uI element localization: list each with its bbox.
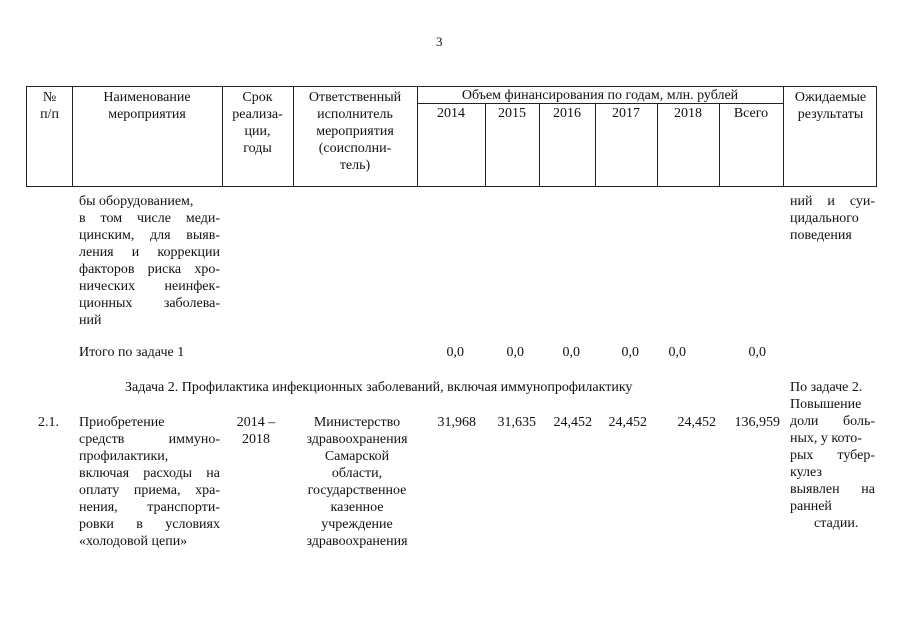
text-line: государственное bbox=[307, 483, 407, 498]
text-line: нических неинфек- bbox=[79, 279, 220, 294]
header-year-2015: 2015 bbox=[498, 106, 526, 121]
header-year-2017: 2017 bbox=[612, 106, 640, 121]
row-2-1-2015: 31,635 bbox=[497, 415, 536, 430]
text-line: ления и коррекции bbox=[79, 245, 220, 260]
continuation-results bbox=[790, 193, 875, 244]
total-task1-2017: 0,0 bbox=[621, 345, 639, 360]
text-line: «холодовой цепи» bbox=[79, 534, 188, 549]
row-2-1-term bbox=[226, 414, 286, 448]
text-line: цинским, для выяв- bbox=[79, 228, 220, 243]
task2-results bbox=[790, 379, 875, 532]
header-term bbox=[222, 89, 293, 157]
header-name-line: мероприятия bbox=[108, 107, 186, 122]
task2-title: Задача 2. Профилактика инфекционных заболеваний, включая иммунопрофилактику bbox=[125, 380, 633, 395]
total-task1-total: 0,0 bbox=[748, 345, 766, 360]
header-exec-line: мероприятия bbox=[316, 124, 394, 139]
text-line: рых тубер- bbox=[790, 448, 875, 463]
header-exec-line: Ответственный bbox=[308, 90, 402, 105]
header-term-line: ции, bbox=[244, 124, 271, 139]
total-task1-2015: 0,0 bbox=[506, 345, 524, 360]
text-line: профилактики, bbox=[79, 449, 169, 464]
header-results bbox=[783, 89, 878, 123]
text-line: доли боль- bbox=[790, 414, 875, 429]
text-line: Самарской bbox=[324, 449, 390, 464]
text-line: ровки в условиях bbox=[79, 517, 220, 532]
header-num bbox=[27, 89, 72, 123]
row-2-1-2017: 24,452 bbox=[608, 415, 647, 430]
header-exec-line: исполнитель bbox=[317, 107, 393, 122]
text-line: По задаче 2. bbox=[790, 380, 863, 395]
total-task1-label: Итого по задаче 1 bbox=[79, 345, 185, 360]
header-term-line: реализа- bbox=[232, 107, 283, 122]
header-term-line: годы bbox=[243, 141, 272, 156]
row-2-1-executor bbox=[295, 414, 419, 550]
text-line: ний и суи- bbox=[790, 194, 875, 209]
header-term-line: Срок bbox=[242, 90, 273, 105]
header-name bbox=[72, 89, 222, 123]
text-line: бы оборудованием, bbox=[79, 194, 194, 209]
text-line: здравоохранения bbox=[306, 534, 408, 549]
header-year-2018: 2018 bbox=[674, 106, 702, 121]
text-line: Повышение bbox=[790, 397, 862, 412]
text-line: оплату приема, хра- bbox=[79, 483, 220, 498]
text-line: стадии. bbox=[814, 516, 859, 531]
row-2-1-name bbox=[79, 414, 220, 550]
text-line: цидального bbox=[790, 211, 859, 226]
text-line: нения, транспорти- bbox=[79, 500, 220, 515]
text-line: учреждение bbox=[321, 517, 393, 532]
text-line: ционных заболева- bbox=[79, 296, 220, 311]
text-line: факторов риска хро- bbox=[79, 262, 220, 277]
text-line: кулез bbox=[790, 465, 822, 480]
row-2-1-total: 136,959 bbox=[734, 415, 780, 430]
header-year-2016: 2016 bbox=[553, 106, 581, 121]
text-line: 2018 bbox=[242, 432, 270, 447]
text-line: в том числе меди- bbox=[79, 211, 220, 226]
text-line: ных, у кото- bbox=[790, 431, 862, 446]
text-line: Приобретение bbox=[79, 415, 165, 430]
table-header bbox=[26, 86, 877, 187]
row-2-1-2016: 24,452 bbox=[553, 415, 592, 430]
text-line: 2014 – bbox=[236, 415, 276, 430]
header-exec-line: (соисполни- bbox=[318, 141, 392, 156]
header-exec-line: тель) bbox=[339, 158, 371, 173]
header-funding: Объем финансирования по годам, млн. рублей bbox=[461, 88, 739, 103]
text-line: Министерство bbox=[313, 415, 401, 430]
row-2-1-2014: 31,968 bbox=[437, 415, 476, 430]
row-2-1-num: 2.1. bbox=[38, 415, 59, 430]
header-year-2014: 2014 bbox=[437, 106, 465, 121]
total-task1-2018: 0,0 bbox=[668, 345, 686, 360]
text-line: ний bbox=[79, 313, 102, 328]
text-line: средств иммуно- bbox=[79, 432, 220, 447]
text-line: ранней bbox=[790, 499, 832, 514]
header-num-line: п/п bbox=[40, 107, 59, 122]
header-total: Всего bbox=[733, 106, 769, 121]
header-results-line: Ожидаемые bbox=[794, 90, 867, 105]
text-line: казенное bbox=[330, 500, 384, 515]
total-task1-2014: 0,0 bbox=[446, 345, 464, 360]
total-task1-2016: 0,0 bbox=[562, 345, 580, 360]
text-line: выявлен на bbox=[790, 482, 875, 497]
text-line: поведения bbox=[790, 228, 852, 243]
page-number: 3 bbox=[436, 34, 443, 49]
text-line: области, bbox=[331, 466, 383, 481]
text-line: здравоохранения bbox=[306, 432, 408, 447]
text-line: включая расходы на bbox=[79, 466, 220, 481]
row-2-1-2018: 24,452 bbox=[677, 415, 716, 430]
header-num-line: № bbox=[42, 90, 57, 105]
header-name-line: Наименование bbox=[103, 90, 191, 105]
header-executor bbox=[293, 89, 417, 174]
header-results-line: результаты bbox=[797, 107, 864, 122]
continuation-name bbox=[79, 193, 220, 329]
